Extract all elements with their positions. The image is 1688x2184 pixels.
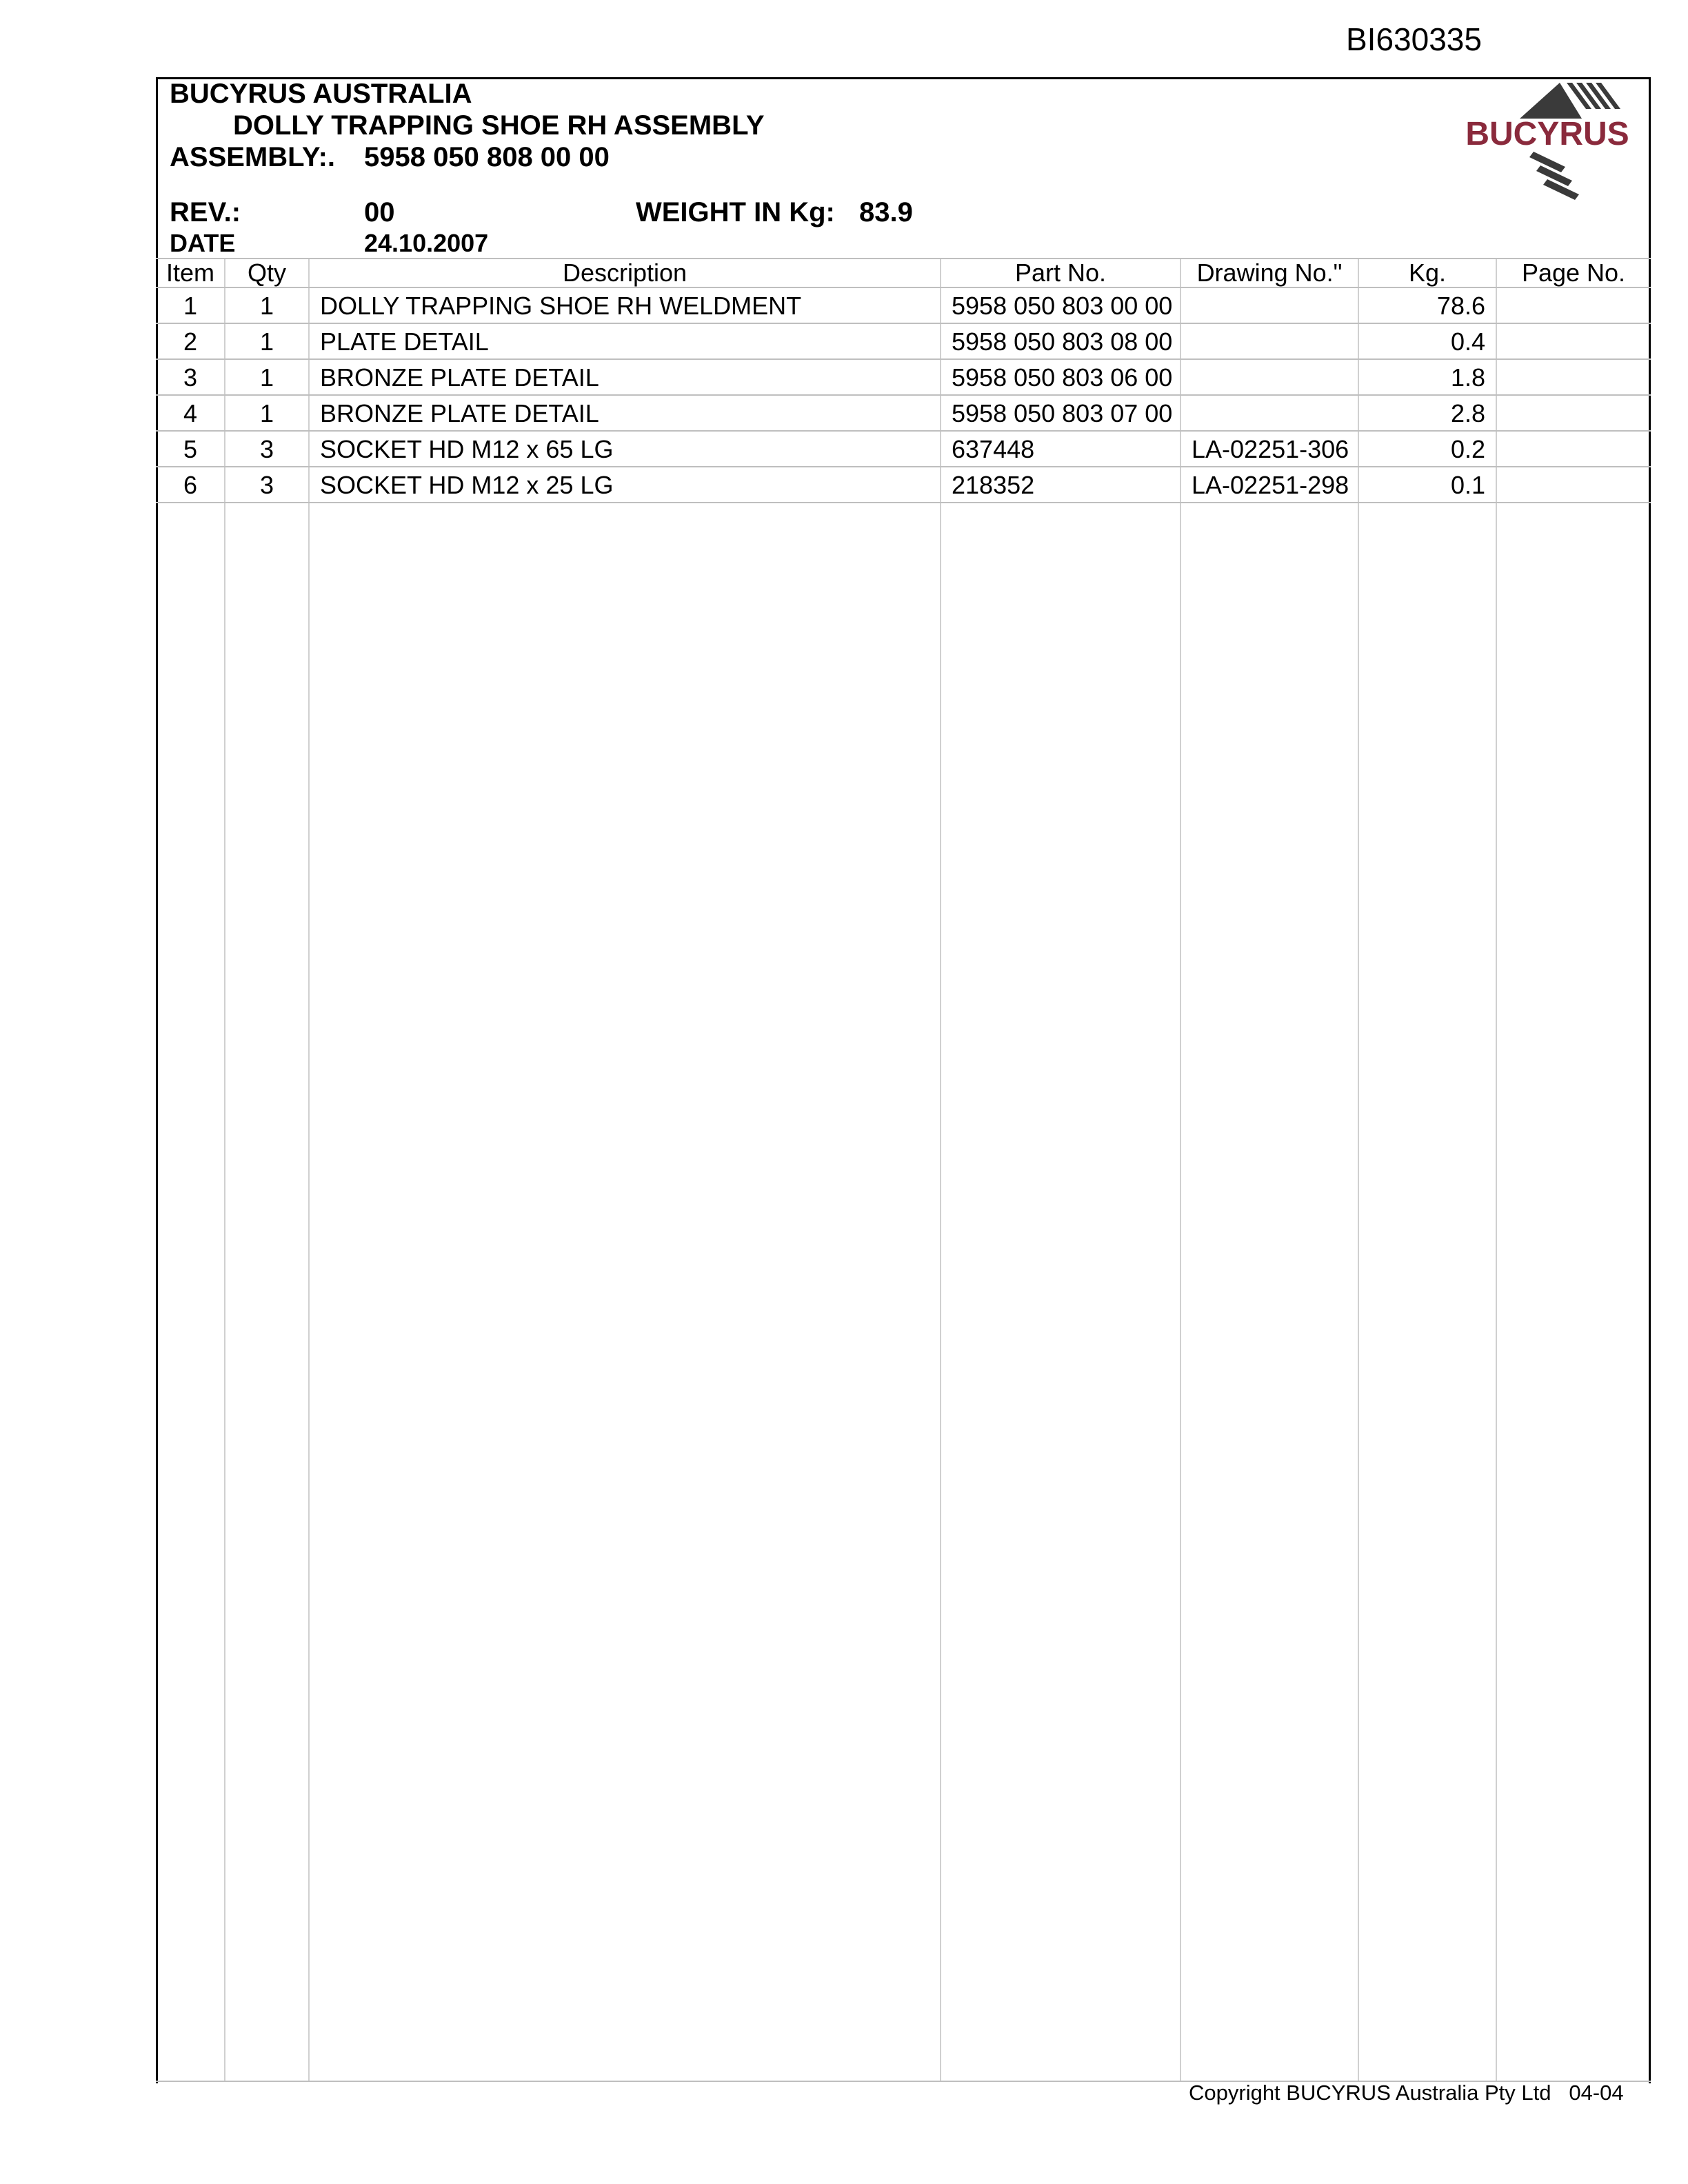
table-cell: 637448 <box>952 435 1035 463</box>
table-cell: 2 <box>183 327 198 356</box>
column-divider <box>1358 258 1359 2082</box>
column-divider <box>1180 258 1181 2082</box>
table-cell: LA-02251-298 <box>1192 471 1349 499</box>
date-value: 24.10.2007 <box>364 229 489 257</box>
table-cell: 3 <box>183 363 198 392</box>
table-cell: 3 <box>259 471 274 499</box>
column-header: Qty <box>247 259 286 287</box>
table-cell: PLATE DETAIL <box>320 327 489 356</box>
bucyrus-logo <box>1444 77 1644 201</box>
table-cell: BRONZE PLATE DETAIL <box>320 363 599 392</box>
assembly-title: DOLLY TRAPPING SHOE RH ASSEMBLY <box>233 110 765 141</box>
table-cell: 5958 050 803 07 00 <box>952 399 1173 427</box>
table-cell: 5958 050 803 08 00 <box>952 327 1173 356</box>
table-cell: 1.8 <box>1450 363 1485 392</box>
company-name: BUCYRUS AUSTRALIA <box>170 79 472 109</box>
weight-value: 83.9 <box>859 197 913 228</box>
logo-text: BUCYRUS <box>1465 116 1629 152</box>
table-cell: 5 <box>183 435 198 463</box>
table-cell: DOLLY TRAPPING SHOE RH WELDMENT <box>320 292 802 320</box>
column-divider <box>940 258 941 2082</box>
table-cell: 218352 <box>952 471 1035 499</box>
table-cell: 0.4 <box>1450 327 1485 356</box>
table-cell: 78.6 <box>1436 292 1485 320</box>
copyright-footer: Copyright BUCYRUS Australia Pty Ltd 04-04 <box>1189 2081 1624 2105</box>
column-header: Item <box>165 259 214 287</box>
column-header: Part No. <box>1014 259 1107 287</box>
table-cell: 1 <box>259 399 274 427</box>
column-header: Description <box>562 259 687 287</box>
column-divider <box>308 258 310 2082</box>
assembly-label: ASSEMBLY:. <box>170 142 336 172</box>
document-id: BI630335 <box>1346 21 1482 57</box>
table-cell: 6 <box>183 471 198 499</box>
row-separator <box>156 502 1651 503</box>
weight-label: WEIGHT IN Kg: <box>636 197 835 228</box>
table-cell: SOCKET HD M12 x 25 LG <box>320 471 614 499</box>
date-label: DATE <box>170 229 236 257</box>
table-cell: 4 <box>183 399 198 427</box>
table-cell: 0.1 <box>1450 471 1485 499</box>
table-cell: 0.2 <box>1450 435 1485 463</box>
column-header: Kg. <box>1408 259 1447 287</box>
table-cell: SOCKET HD M12 x 65 LG <box>320 435 614 463</box>
parts-table <box>156 258 1651 2082</box>
table-cell: BRONZE PLATE DETAIL <box>320 399 599 427</box>
table-cell: LA-02251-306 <box>1192 435 1349 463</box>
column-divider <box>224 258 225 2082</box>
table-cell: 1 <box>259 327 274 356</box>
assembly-number: 5958 050 808 00 00 <box>364 142 610 172</box>
column-header: Drawing No." <box>1196 259 1343 287</box>
column-header: Page No. <box>1521 259 1626 287</box>
table-cell: 1 <box>183 292 198 320</box>
rev-label: REV.: <box>170 197 241 228</box>
table-cell: 1 <box>259 363 274 392</box>
table-cell: 3 <box>259 435 274 463</box>
table-cell: 5958 050 803 00 00 <box>952 292 1173 320</box>
table-cell: 5958 050 803 06 00 <box>952 363 1173 392</box>
column-divider <box>1496 258 1497 2082</box>
table-cell: 2.8 <box>1450 399 1485 427</box>
table-cell: 1 <box>259 292 274 320</box>
rev-value: 00 <box>364 197 395 228</box>
